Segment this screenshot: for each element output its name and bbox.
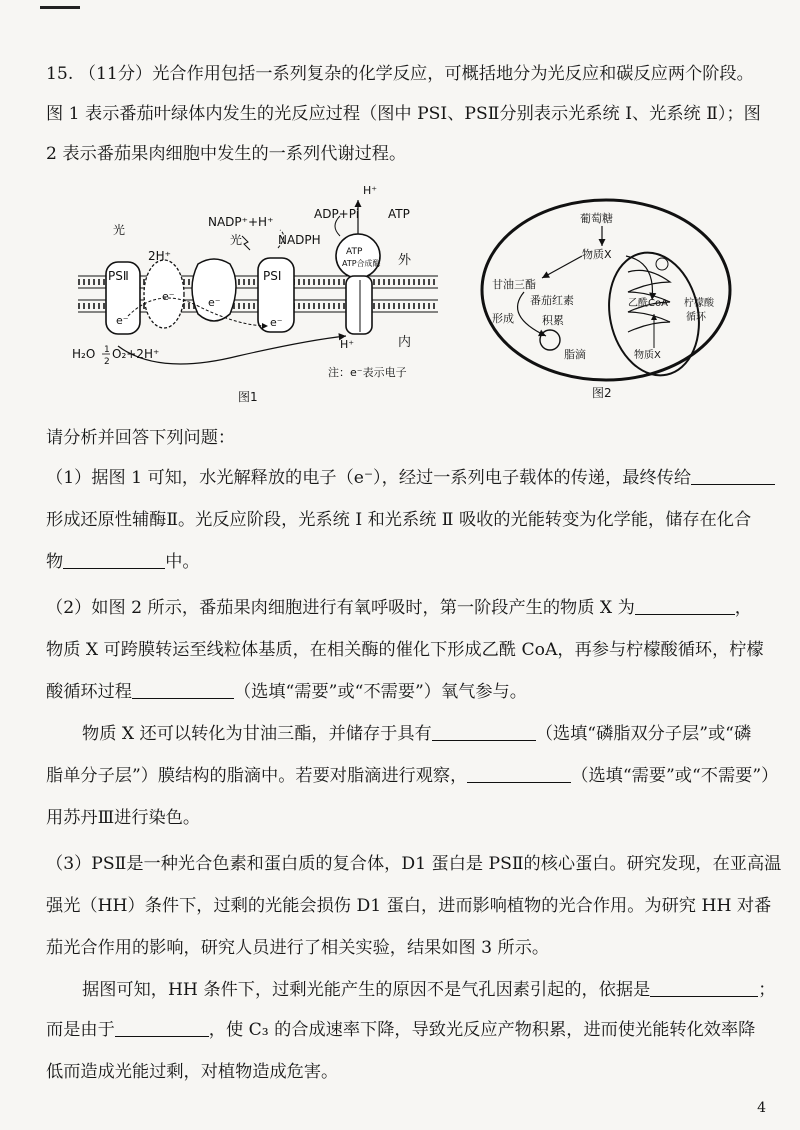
q3-line4 [82, 978, 776, 1002]
q2-line4-text-b: （选填“磷脂双分子层”或“磷 [535, 724, 752, 744]
label-frac-den: 2 [104, 357, 110, 367]
q2-line6: 用苏丹Ⅲ进行染色。 [46, 808, 201, 828]
answer-blank-q3-2[interactable] [115, 1018, 209, 1037]
q3-line5 [46, 1018, 760, 1042]
label-atp: ATP [388, 207, 410, 221]
q3-line5-text-b: ，使 C₃ 的合成速率下降，导致光反应产物积累，进而使光能转化效率降 [208, 1020, 756, 1040]
q1-line1-text: （1）据图 1 可知，水光解释放的电子（e⁻），经过一系列电子载体的传递，最终传给 [46, 468, 692, 488]
label-formation: 形成 [492, 312, 514, 325]
label-light-2: 光 [230, 233, 243, 247]
answer-blank-q2-2[interactable] [132, 680, 234, 699]
label-water: H₂O [72, 347, 96, 361]
q2-line3 [46, 680, 760, 704]
q1-line2: 形成还原性辅酶Ⅱ。光反应阶段，光系统 Ⅰ 和光系统 Ⅱ 吸收的光能转变为化学能，储存在化合 [46, 510, 752, 530]
label-atp-synthase-a: ATP [346, 247, 363, 257]
q2-line5 [46, 764, 779, 788]
q3-line4-text-b: ； [758, 980, 776, 1000]
q1-line1 [46, 466, 760, 490]
label-citric-2: 循环 [686, 312, 706, 323]
label-acetyl-coa: 乙酰CoA [628, 298, 668, 309]
q2-line3-text-a: 酸循环过程 [46, 682, 132, 702]
label-h-top: H⁺ [363, 184, 378, 197]
label-frac-num: 1 [104, 345, 110, 355]
answer-blank-q2-4[interactable] [467, 764, 571, 783]
q3-line2: 强光（HH）条件下，过剩的光能会损伤 D1 蛋白，进而影响植物的光合作用。为研究 HH 对番 [46, 896, 772, 916]
answer-blank-q3-1[interactable] [650, 978, 758, 997]
label-lipid-drop: 脂滴 [564, 348, 586, 361]
scan-mark [40, 6, 80, 9]
q2-line4 [82, 722, 760, 746]
label-o2: O₂+2H⁺ [112, 347, 160, 361]
answer-blank-q1-2[interactable] [63, 550, 165, 569]
question-prompt: 请分析并回答下列问题： [46, 428, 236, 448]
label-e-4: e⁻ [270, 316, 283, 329]
figure-2 [478, 196, 738, 384]
answer-blank-q1-1[interactable] [691, 466, 775, 485]
label-e-3: e⁻ [208, 296, 221, 309]
figure-1-caption: 图1 [238, 390, 258, 404]
q3-line3: 茄光合作用的影响，研究人员进行了相关实验，结果如图 3 所示。 [46, 938, 550, 958]
answer-blank-q2-1[interactable] [635, 596, 735, 615]
label-substance-x: 物质X [582, 248, 612, 261]
q3-line4-text-a: 据图可知，HH 条件下，过剩光能产生的原因不是气孔因素引起的，依据是 [82, 980, 651, 1000]
q3-line6: 低而造成光能过剩，对植物造成危害。 [46, 1062, 339, 1082]
q2-line2: 物质 X 可跨膜转运至线粒体基质，在相关酶的催化下形成乙酰 CoA，再参与柠檬酸循环，柠檬 [46, 640, 764, 660]
figure-1 [58, 176, 458, 386]
label-citric-1: 柠檬酸 [684, 298, 714, 309]
label-substance-x-2: 物质X [634, 350, 661, 361]
lipid-droplet [540, 330, 560, 350]
answer-blank-q2-3[interactable] [432, 722, 536, 741]
q2-line1 [46, 596, 760, 620]
label-glucose: 葡萄糖 [580, 212, 613, 225]
cytochrome-complex [192, 259, 236, 321]
question-intro-line1: 15. （11分）光合作用包括一系列复杂的化学反应，可概括地分为光反应和碳反应两个阶段。 [46, 64, 754, 84]
label-h-bottom: H⁺ [340, 338, 355, 351]
q3-line1: （3）PSⅡ是一种光合色素和蛋白质的复合体，D1 蛋白是 PSⅡ的核心蛋白。研究发现，在亚高温 [46, 854, 782, 874]
question-intro-line2: 图 1 表示番茄叶绿体内发生的光反应过程（图中 PSⅠ、PSⅡ分别表示光系统 Ⅰ、光系统 Ⅱ）；图 [46, 104, 761, 124]
figure-1-note: 注：e⁻表示电子 [328, 366, 407, 379]
label-lycopene: 番茄红素 [530, 294, 574, 307]
label-accumulate: 积累 [542, 314, 564, 327]
atp-synthase-stalk [346, 276, 372, 334]
label-outside: 外 [398, 253, 412, 268]
q2-line5-text-b: （选填“需要”或“不需要”） [571, 766, 779, 786]
q2-line1-text-a: （2）如图 2 所示，番茄果肉细胞进行有氧呼吸时，第一阶段产生的物质 X 为 [46, 598, 635, 618]
page-number: 4 [757, 1100, 766, 1116]
label-2h: 2H⁺ [148, 249, 171, 263]
q2-line1-text-b: ， [734, 598, 752, 618]
figure-1-diagram [58, 176, 458, 386]
figure-2-diagram [478, 196, 738, 384]
q1-line3 [46, 550, 760, 574]
question-intro-line3: 2 表示番茄果肉细胞中发生的一系列代谢过程。 [46, 144, 407, 164]
q3-line5-text-a: 而是由于 [46, 1020, 115, 1040]
q1-line3-text-a: 物 [46, 552, 64, 572]
label-triglyceride: 甘油三酯 [492, 278, 536, 291]
q2-line4-text-a: 物质 X 还可以转化为甘油三酯，并储存于具有 [82, 724, 432, 744]
q2-line3-text-b: （选填“需要”或“不需要”）氧气参与。 [233, 682, 527, 702]
label-psi: PSⅠ [263, 269, 282, 283]
label-atp-synthase: ATP合成酶 [342, 259, 381, 268]
label-adp-pi: ADP+Pi [314, 207, 360, 221]
label-e-1: e⁻ [116, 314, 129, 327]
label-light: 光 [113, 223, 126, 237]
label-psii: PSⅡ [108, 269, 129, 283]
q2-line5-text-a: 脂单分子层”）膜结构的脂滴中。若要对脂滴进行观察， [46, 766, 468, 786]
label-e-2: e⁻ [162, 290, 175, 303]
label-nadp: NADP⁺+H⁺ [208, 215, 274, 229]
label-inside: 内 [398, 335, 412, 350]
figure-2-caption: 图2 [592, 386, 612, 400]
label-nadph: NADPH [278, 233, 321, 247]
q1-line3-text-b: 中。 [165, 552, 200, 572]
